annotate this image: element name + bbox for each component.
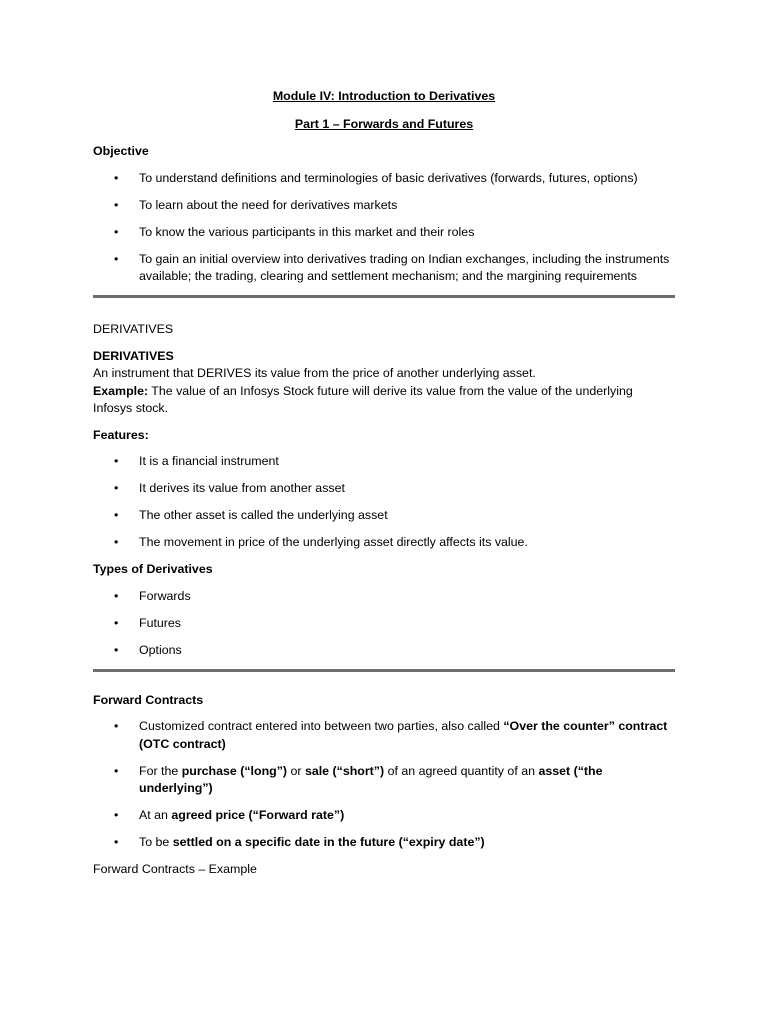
forward-contracts-list — [93, 718, 675, 852]
list-item: • To understand definitions and terminologies of basic derivatives (forwards, futures, options) — [93, 170, 675, 188]
section-divider — [93, 669, 675, 672]
list-item: • Futures — [93, 615, 675, 633]
bold-span: asset (“the underlying”) — [139, 763, 603, 795]
list-item: • To learn about the need for derivatives markets — [93, 197, 675, 215]
list-item — [93, 718, 675, 753]
features-list — [93, 453, 675, 552]
bold-span: agreed price (“Forward rate”) — [171, 808, 345, 822]
bold-span: settled on a specific date in the future (“expiry date”) — [172, 835, 485, 849]
list-item — [93, 807, 675, 825]
derivatives-definition-block — [93, 348, 675, 418]
objective-heading: Objective — [93, 144, 149, 158]
derivatives-heading: DERIVATIVES — [93, 348, 174, 363]
text-span: of an agreed quantity of an — [384, 763, 539, 778]
bold-span: “Over the counter” contract (OTC contract) — [139, 719, 668, 751]
text-span: For the — [139, 763, 182, 778]
objective-list — [93, 170, 675, 286]
features-heading: Features: — [93, 427, 149, 442]
forward-contracts-example-line: Forward Contracts – Example — [93, 862, 257, 876]
types-heading: Types of Derivatives — [93, 562, 213, 576]
list-item: • It derives its value from another asset — [93, 480, 675, 498]
section-divider — [93, 295, 675, 298]
list-item: • Forwards — [93, 588, 675, 606]
text-span: Customized contract entered into between two parties, also called — [139, 719, 504, 733]
text-span: or — [287, 763, 305, 778]
list-item — [93, 834, 675, 852]
bold-span: purchase (“long”) — [181, 763, 288, 778]
derivatives-section-label: DERIVATIVES — [93, 322, 174, 336]
text-span: At an — [139, 808, 172, 822]
list-item — [93, 763, 675, 798]
example-text: The value of an Infosys Stock future will derive its value from the value of the underlying Infosys stock. — [93, 383, 633, 415]
derivatives-definition: An instrument that DERIVES its value from the price of another underlying asset. — [93, 366, 536, 380]
types-list — [93, 588, 675, 660]
module-title: Module IV: Introduction to Derivatives — [272, 89, 496, 103]
derivatives-example — [93, 383, 675, 418]
forward-contracts-heading: Forward Contracts — [93, 692, 204, 707]
list-item: • To know the various participants in this market and their roles — [93, 224, 675, 242]
example-label: Example: — [93, 383, 149, 398]
list-item: • Options — [93, 642, 675, 660]
list-item: • To gain an initial overview into derivatives trading on Indian exchanges, including the instruments available; the trading, clearing and settlement mechanism; and the margining requirements — [93, 251, 675, 286]
list-item: • The other asset is called the underlying asset — [93, 507, 675, 525]
bold-span: sale (“short”) — [304, 763, 385, 778]
list-item: • It is a financial instrument — [93, 453, 675, 471]
part-subtitle: Part 1 – Forwards and Futures — [294, 116, 474, 131]
list-item: • The movement in price of the underlying asset directly affects its value. — [93, 534, 675, 552]
text-span: To be — [139, 835, 173, 849]
